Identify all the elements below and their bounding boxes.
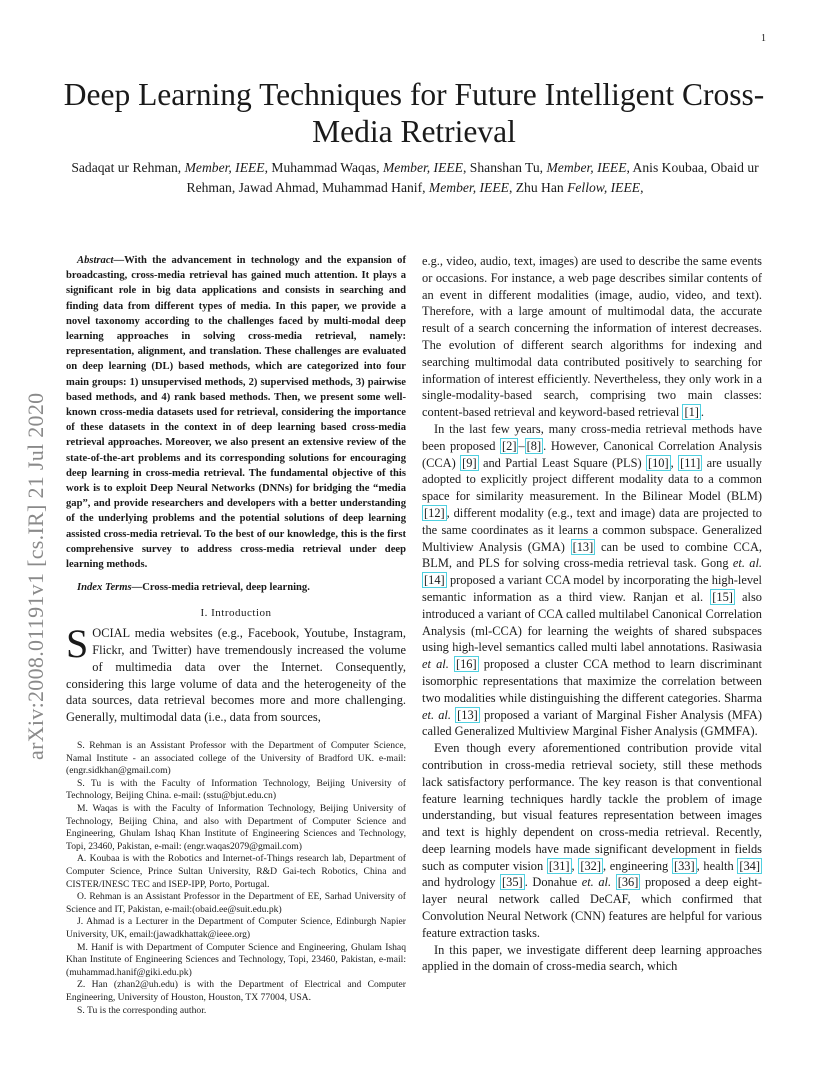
text-span: and Partial Least Square (PLS): [478, 455, 646, 470]
body-paragraph: [422, 253, 762, 421]
footnote: A. Koubaa is with the Robotics and Internet-of-Things research lab, Department of Computer Science, Prince Sultan University, R&D Gai-tech Robotics, China and CISTER/INESC TEC and ISEP-IPP, Porto, Portugal.: [66, 853, 406, 890]
index-terms-label: Index Terms: [77, 582, 132, 594]
citation-link[interactable]: [34]: [739, 858, 761, 873]
footnote: Z. Han (zhan2@uh.edu) is with the Department of Electrical and Computer Engineering, University of Houston, Houston, TX 77004, USA.: [66, 979, 406, 1003]
text-span: . Donahue: [524, 875, 582, 890]
arxiv-watermark: arXiv:2008.01191v1 [cs.IR] 21 Jul 2020: [23, 392, 48, 760]
citation-link[interactable]: [15]: [712, 589, 733, 604]
page-number: 1: [761, 33, 766, 44]
body-paragraph: [422, 421, 762, 740]
citation-link[interactable]: [9]: [462, 455, 477, 470]
citation-link[interactable]: [33]: [673, 858, 695, 873]
section-heading-introduction: I. Introduction: [200, 607, 272, 620]
abstract: [66, 253, 406, 572]
index-terms-text: —Cross-media retrieval, deep learning.: [131, 582, 310, 594]
text-span: .: [700, 405, 704, 420]
text-span: ,: [670, 455, 679, 470]
text-span: –: [518, 438, 525, 453]
footnote: J. Ahmad is a Lecturer in the Department of Computer Science, Edinburgh Napier University, UK, email:(jawadkhattak@ieee.org): [66, 916, 406, 940]
intro-text: OCIAL media websites (e.g., Facebook, Youtube, Instagram, Flickr, and Twitter) have tremendously increased the volume of multimedia data over the Internet. Consequently, considering this large volume of data and the heterogeneity of the data sources, data retrieval becomes more and more challenging. Generally, multimodal data (i.e., data from sources,: [66, 626, 406, 725]
footnote: M. Hanif is with Department of Computer Science and Engineering, Ghulam Ishaq Khan Institute of Engineering Sciences and Technology, Topi, 23460, Pakistan, e-mail: (muhammad.hanif@giki.edu.pk): [66, 941, 406, 978]
citation-link[interactable]: [12]: [424, 505, 445, 520]
text-span: In the last few years, many cross-media retrieval methods have been proposed: [422, 421, 762, 453]
intro-paragraph: [66, 621, 406, 726]
citation-link[interactable]: [13]: [572, 539, 594, 554]
citation-link[interactable]: [1]: [684, 405, 699, 420]
index-terms: [66, 580, 406, 595]
abstract-label: Abstract: [77, 255, 114, 266]
citation-link[interactable]: [10]: [647, 455, 669, 470]
text-span: proposed a variant of Marginal Fisher Analysis (MFA) called Generalized Multiview Marginal Fisher Analysis (GMMFA).: [422, 707, 762, 739]
citation-link[interactable]: [36]: [617, 875, 639, 890]
text-span: and hydrology: [422, 875, 501, 890]
text-span: also introduced a variant of CCA called multilabel Canonical Correlation Analysis (ml-CCA) for learning the weights of shared subspaces using high-level semantics called multi label annotations. Rasiwasia: [422, 589, 762, 655]
footnote: O. Rehman is an Assistant Professor in the Department of EE, Sarhad University of Science and IT, Pakistan, e-mail:(obaid.ee@suit.edu.pk): [66, 891, 406, 915]
left-column: [66, 253, 406, 1017]
footnotes: [66, 740, 406, 1017]
paper-title: Deep Learning Techniques for Future Intelligent Cross-Media Retrieval: [63, 77, 765, 149]
text-span: . However, Canonical Correlation Analysis (CCA): [422, 438, 762, 470]
citation-link[interactable]: [35]: [502, 875, 523, 890]
citation-link[interactable]: [16]: [455, 657, 477, 672]
body-paragraph: In this paper, we investigate different deep learning approaches applied in the domain of cross-media search, which: [422, 942, 762, 974]
text-span: can be used to combine CCA, BLM, and PLS for solving cross-media retrieval task. Gong: [422, 539, 762, 571]
text-span: , health: [696, 858, 738, 873]
text-span: proposed a deep eight-layer neural network called DeCAF, which confirmed that Convolution Neural Network (CNN) features are helpful for various feature extraction tasks.: [422, 875, 762, 940]
text-span: proposed a cluster CCA method to learn discriminant isomorphic representations that maximize the correlation between two modalities while distinguishing the different categories. Sharma: [422, 657, 762, 705]
drop-cap: S: [66, 621, 89, 667]
citation-link[interactable]: [13]: [457, 707, 478, 722]
text-span: , engineering: [602, 858, 672, 873]
right-column: [422, 253, 762, 975]
abstract-text: —With the advancement in technology and the expansion of broadcasting, cross-media retrieval has gained much attention. It plays a significant role in big data applications and consists in searching and finding data from different types of media. In this paper, we provide a novel taxonomy according to the challenges faced by multi-modal deep learning approaches in solving cross-media retrieval, namely: representation, alignment, and translation. These challenges are evaluated on deep learning (DL) based methods, which are categorized into four main groups: 1) unsupervised methods, 2) supervised methods, 3) pairwise based methods, and 4) rank based methods. Then, we present some well-known cross-media datasets used for retrieval, considering the importance of these datasets in the context in of deep learning based cross-media retrieval approaches. Moreover, we also present an extensive review of the state-of-the-art problems and its corresponding solutions for encouraging deep learning in cross-media retrieval. The fundamental objective of this work is to exploit Deep Neural Networks (DNNs) for bridging the “media gap”, and provide researchers and developers with a better understanding of the underlying problems and the potential solutions of deep learning assisted cross-media retrieval. To the best of our knowledge, this is the first comprehensive survey to address cross-media retrieval under deep learning methods.: [66, 255, 406, 571]
body-paragraph: [422, 740, 762, 942]
citation-link[interactable]: [14]: [424, 573, 445, 588]
text-span: are usually adopted to explicitly project different modality data to a common space for similarity measurement. In the Bilinear Model (BLM): [422, 455, 762, 504]
footnote: M. Waqas is with the Faculty of Information Technology, Beijing University of Technology, Beijing China, and also with Department of Computer Science and Engineering, Ghulam Ishaq Khan Institute of Engineering Sciences and Technology, Topi, 23460, Pakistan, e-mail: (engr.waqas2079@gmail.com): [66, 803, 406, 852]
footnote: S. Rehman is an Assistant Professor with the Department of Computer Science, Namal Institute - an associated college of the University of Bradford UK. e-mail: (engr.sidkhan@gmail.com): [66, 740, 406, 777]
text-span: et al.: [422, 657, 449, 672]
citation-link[interactable]: [8]: [526, 438, 542, 453]
text-span: et. al.: [581, 875, 612, 890]
text-span: et. al.: [732, 556, 762, 571]
text-span: , different modality (e.g., text and image) data are projected to the same coordinates as it learns a common subspace. Generalized Multiview Analysis (GMA): [422, 505, 762, 554]
citation-link[interactable]: [31]: [548, 858, 570, 873]
citation-link[interactable]: [2]: [502, 438, 517, 453]
citation-link[interactable]: [32]: [580, 858, 601, 873]
text-span: proposed a variant CCA model by incorporating the high-level semantic information as a third view. Ranjan et al.: [422, 573, 762, 604]
footnote: S. Tu is with the Faculty of Information Technology, Beijing University of Technology, Beijing China. e-mail: (sstu@bjut.edu.cn): [66, 777, 406, 802]
text-span: ,: [571, 858, 579, 873]
text-span: et. al.: [422, 707, 451, 722]
author-list: Sadaqat ur Rehman, Member, IEEE, Muhammad Waqas, Member, IEEE, Shanshan Tu, Member, IEEE, Anis Koubaa, Obaid ur Rehman, Jawad Ahmad, Muhammad Hanif, Member, IEEE, Zhu Han Fellow, IEEE,: [71, 160, 759, 195]
citation-link[interactable]: [11]: [680, 455, 701, 470]
footnote: S. Tu is the corresponding author.: [77, 1004, 207, 1016]
text-span: e.g., video, audio, text, images) are used to describe the same events or occasions. For instance, a web page describes similar contents of an event in different modalities (image, audio, video, and text). Therefore, with a large amount of multimodal data, the accurate result of a search concerning the information of interest decreases. The evolution of different search algorithms for indexing and searching multimodal data contributed positively to searching for information of interest efficiently. Nevertheless, they only work in a single-modality-based search, comprising two main classes: content-based retrieval and keyword-based retrieval: [422, 254, 762, 420]
text-span: Even though every aforementioned contribution provide vital contribution in cross-media retrieval society, still these methods lack satisfactory performance. The key reason is that conventional feature learning techniques hardly tackle the problem of image understanding, but visual features representation between images and text is highly dependent on cross-media retrieval. Recently, deep learning models have made significant development in fields such as computer vision: [422, 741, 762, 873]
